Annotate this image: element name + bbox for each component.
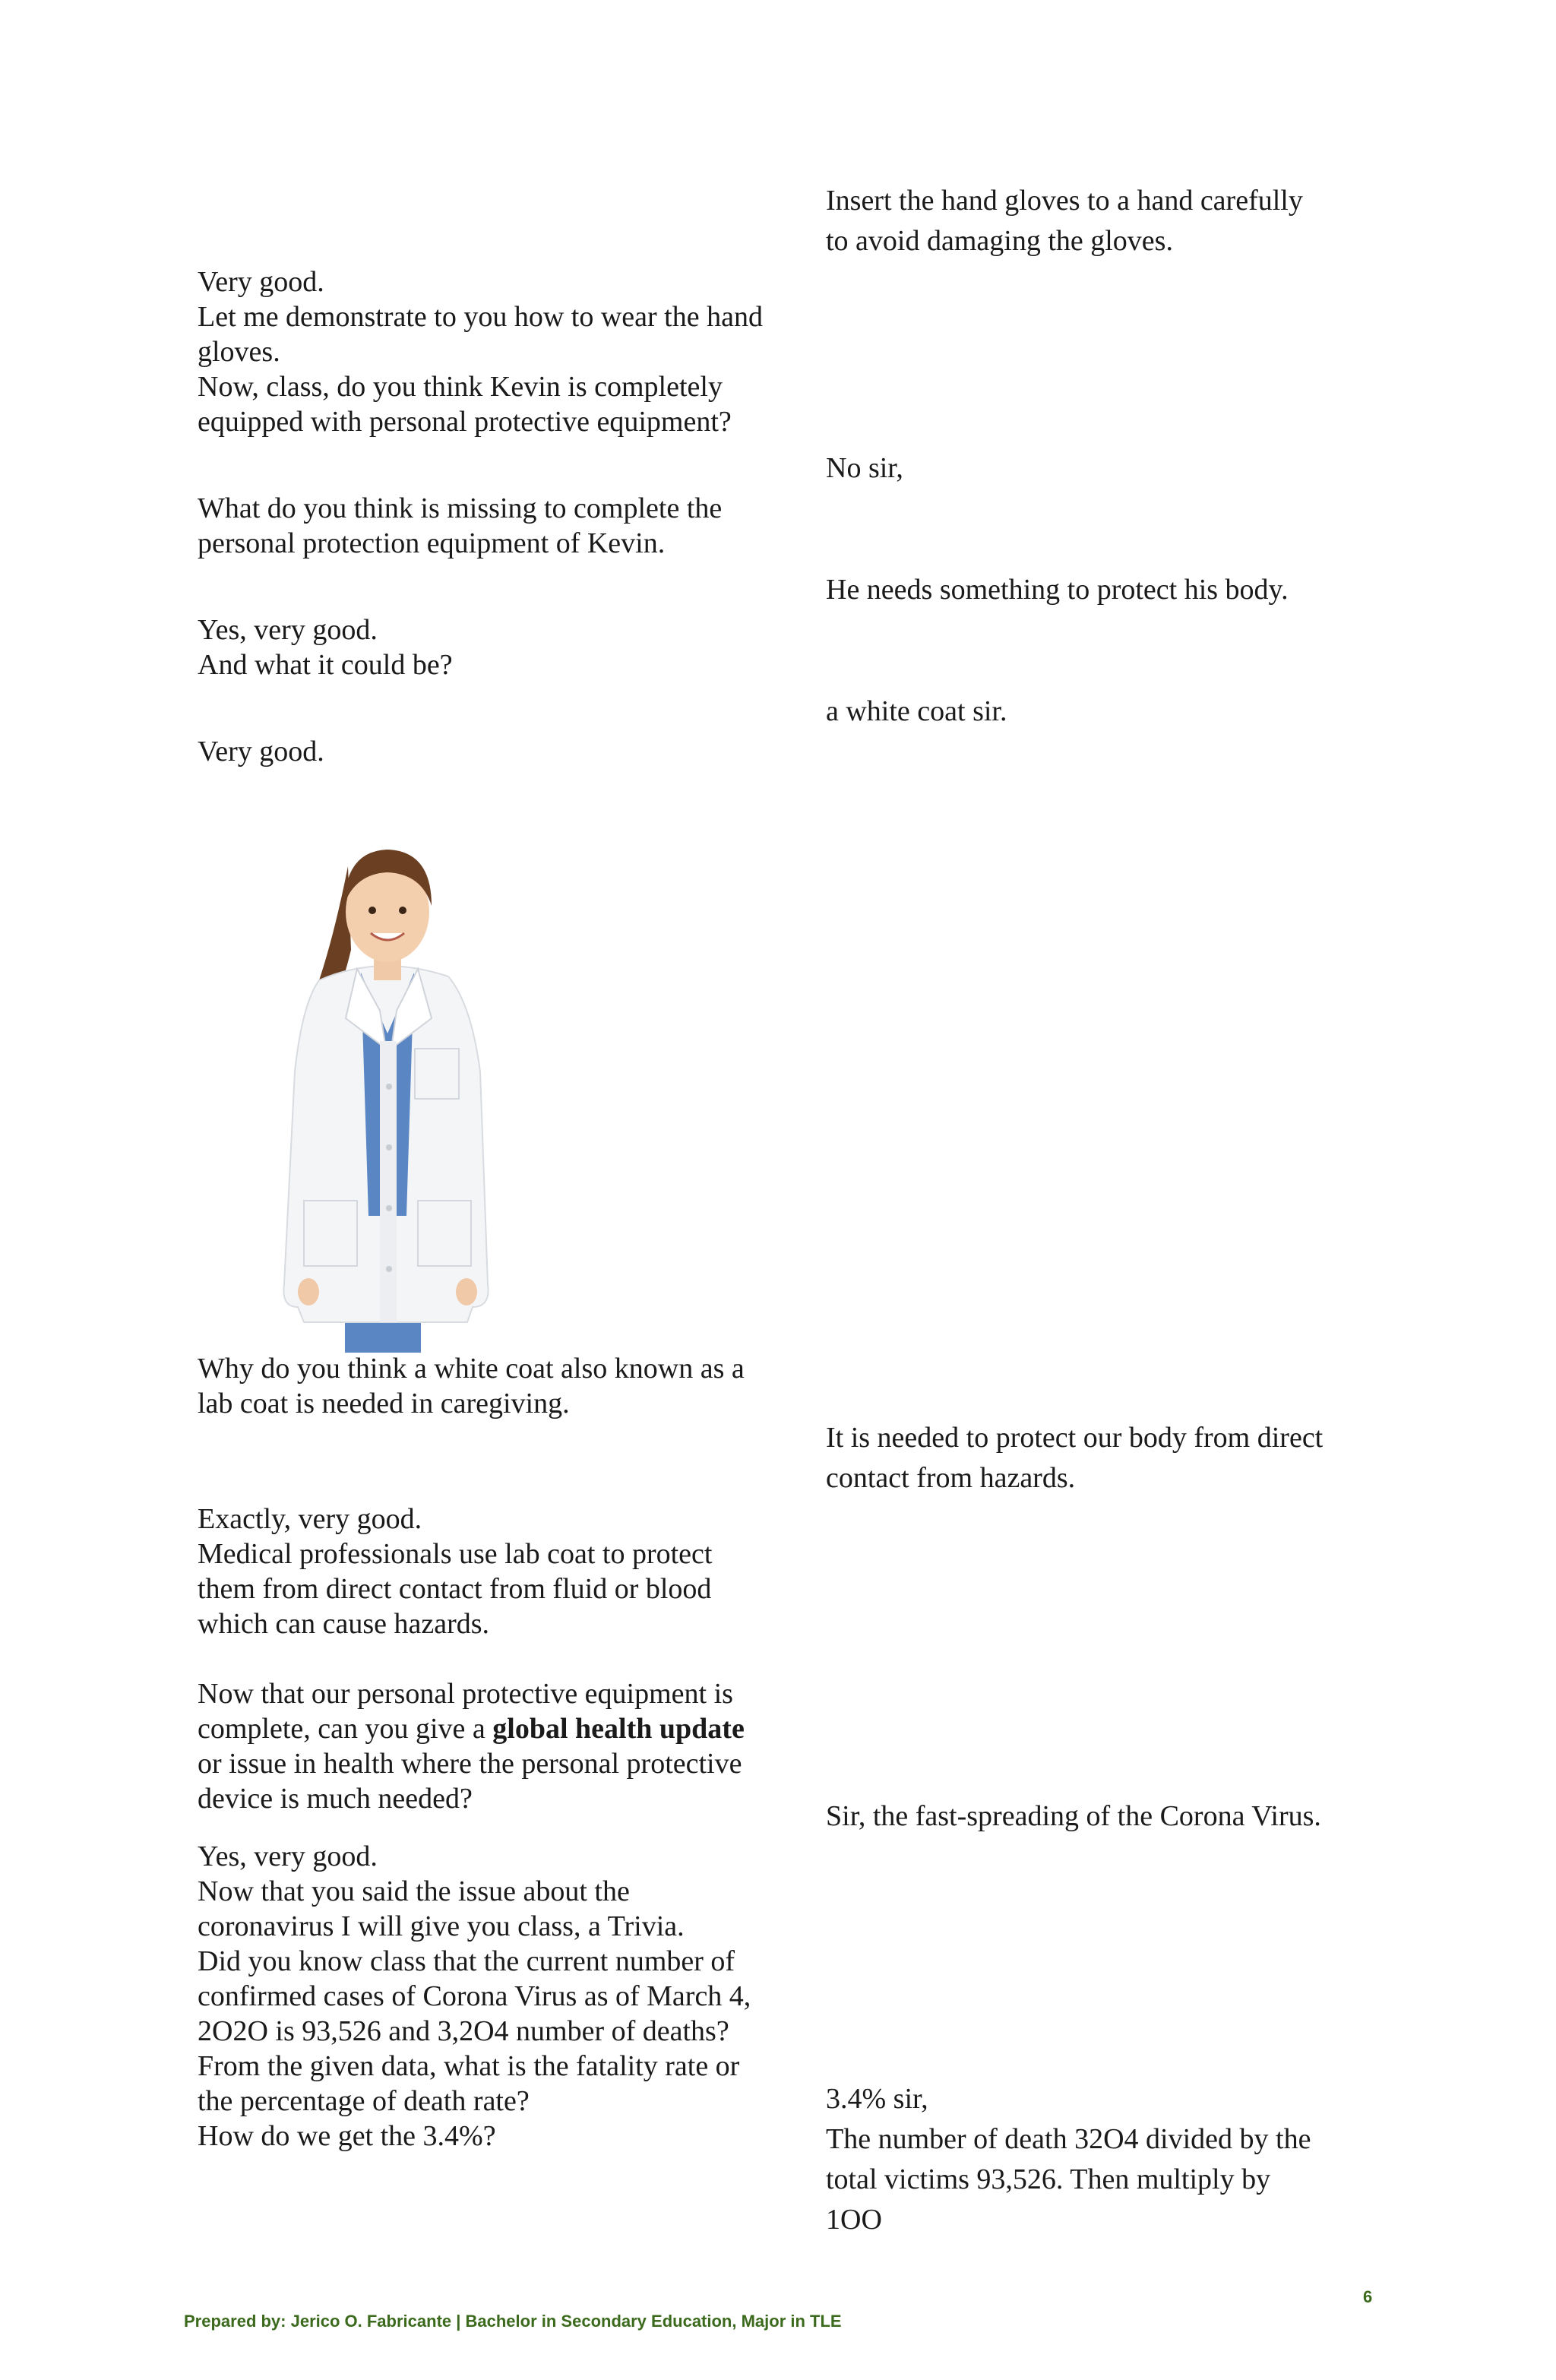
text-line: contact from hazards.	[826, 1462, 1076, 1494]
text-line: which can cause hazards.	[198, 1608, 490, 1640]
text-line: 2O2O is 93,526 and 3,2O4 number of deaths?	[198, 2015, 729, 2047]
text-line: Very good.	[198, 736, 324, 767]
text-line: the percentage of death rate?	[198, 2085, 530, 2117]
text-line: device is much needed?	[198, 1783, 473, 1815]
text-line: Very good.	[198, 266, 324, 298]
scrubs-pants	[345, 1318, 421, 1353]
teacher-block-6	[198, 1502, 712, 1641]
student-block-4	[826, 692, 1007, 732]
teacher-block-1	[198, 264, 763, 439]
text-line: Medical professionals use lab coat to protect	[198, 1538, 713, 1570]
text-line: Exactly, very good.	[198, 1503, 422, 1535]
text-line: Yes, very good.	[198, 614, 378, 646]
text-line: Why do you think a white coat also known as a	[198, 1353, 745, 1385]
text-line: What do you think is missing to complete the	[198, 492, 723, 524]
text-line: Now that you said the issue about the	[198, 1875, 630, 1907]
text-line: Let me demonstrate to you how to wear the hand	[198, 301, 763, 333]
text-line: lab coat is needed in caregiving.	[198, 1388, 570, 1419]
text-line: to avoid damaging the gloves.	[826, 225, 1173, 257]
text-line: Did you know class that the current number of	[198, 1945, 735, 1977]
text-line: Now that our personal protective equipment is	[198, 1678, 733, 1710]
text-line: equipped with personal protective equipment?	[198, 406, 732, 438]
student-block-2	[826, 448, 903, 489]
text-segment: complete, can you give a	[198, 1713, 493, 1745]
text-line: From the given data, what is the fatality rate or	[198, 2050, 740, 2082]
text-line: Insert the hand gloves to a hand carefully	[826, 185, 1303, 217]
teacher-block-5	[198, 1351, 745, 1421]
lab-coat-child-photo	[266, 821, 509, 1353]
student-block-7	[826, 2079, 1311, 2240]
text-line: Now, class, do you think Kevin is completely	[198, 371, 723, 403]
text-line: He needs something to protect his body.	[826, 574, 1289, 606]
text-line: Yes, very good.	[198, 1840, 378, 1872]
page-number: 6	[1363, 2287, 1373, 2306]
text-line: gloves.	[198, 336, 280, 368]
bold-phrase: global health update	[492, 1713, 745, 1745]
text-line: confirmed cases of Corona Virus as of March 4,	[198, 1980, 751, 2012]
text-line: The number of death 32O4 divided by the	[826, 2123, 1311, 2155]
text-line: How do we get the 3.4%?	[198, 2120, 496, 2152]
text-line	[198, 1711, 745, 1746]
text-line: And what it could be?	[198, 649, 453, 681]
teacher-block-3	[198, 612, 453, 682]
teacher-block-4	[198, 734, 324, 769]
student-block-1	[826, 181, 1303, 261]
student-block-6	[826, 1796, 1321, 1837]
text-line: No sir,	[826, 452, 903, 484]
text-line: coronavirus I will give you class, a Trivia.	[198, 1910, 685, 1942]
teacher-block-2	[198, 491, 722, 561]
teacher-block-7	[198, 1676, 745, 1816]
text-line: personal protection equipment of Kevin.	[198, 527, 666, 559]
text-line: them from direct contact from fluid or blood	[198, 1573, 712, 1605]
student-block-5	[826, 1418, 1323, 1499]
text-line: total victims 93,526. Then multiply by	[826, 2163, 1271, 2195]
text-line: or issue in health where the personal protective	[198, 1748, 742, 1780]
text-line: Sir, the fast-spreading of the Corona Virus.	[826, 1800, 1321, 1832]
text-line: 3.4% sir,	[826, 2083, 928, 2115]
footer-prepared-by: Prepared by: Jerico O. Fabricante | Bachelor in Secondary Education, Major in TLE	[184, 2312, 842, 2331]
text-line: 1OO	[826, 2204, 882, 2236]
student-block-3	[826, 570, 1289, 610]
text-line: It is needed to protect our body from direct	[826, 1422, 1324, 1454]
teacher-block-8	[198, 1839, 751, 2154]
text-line: a white coat sir.	[826, 695, 1007, 727]
